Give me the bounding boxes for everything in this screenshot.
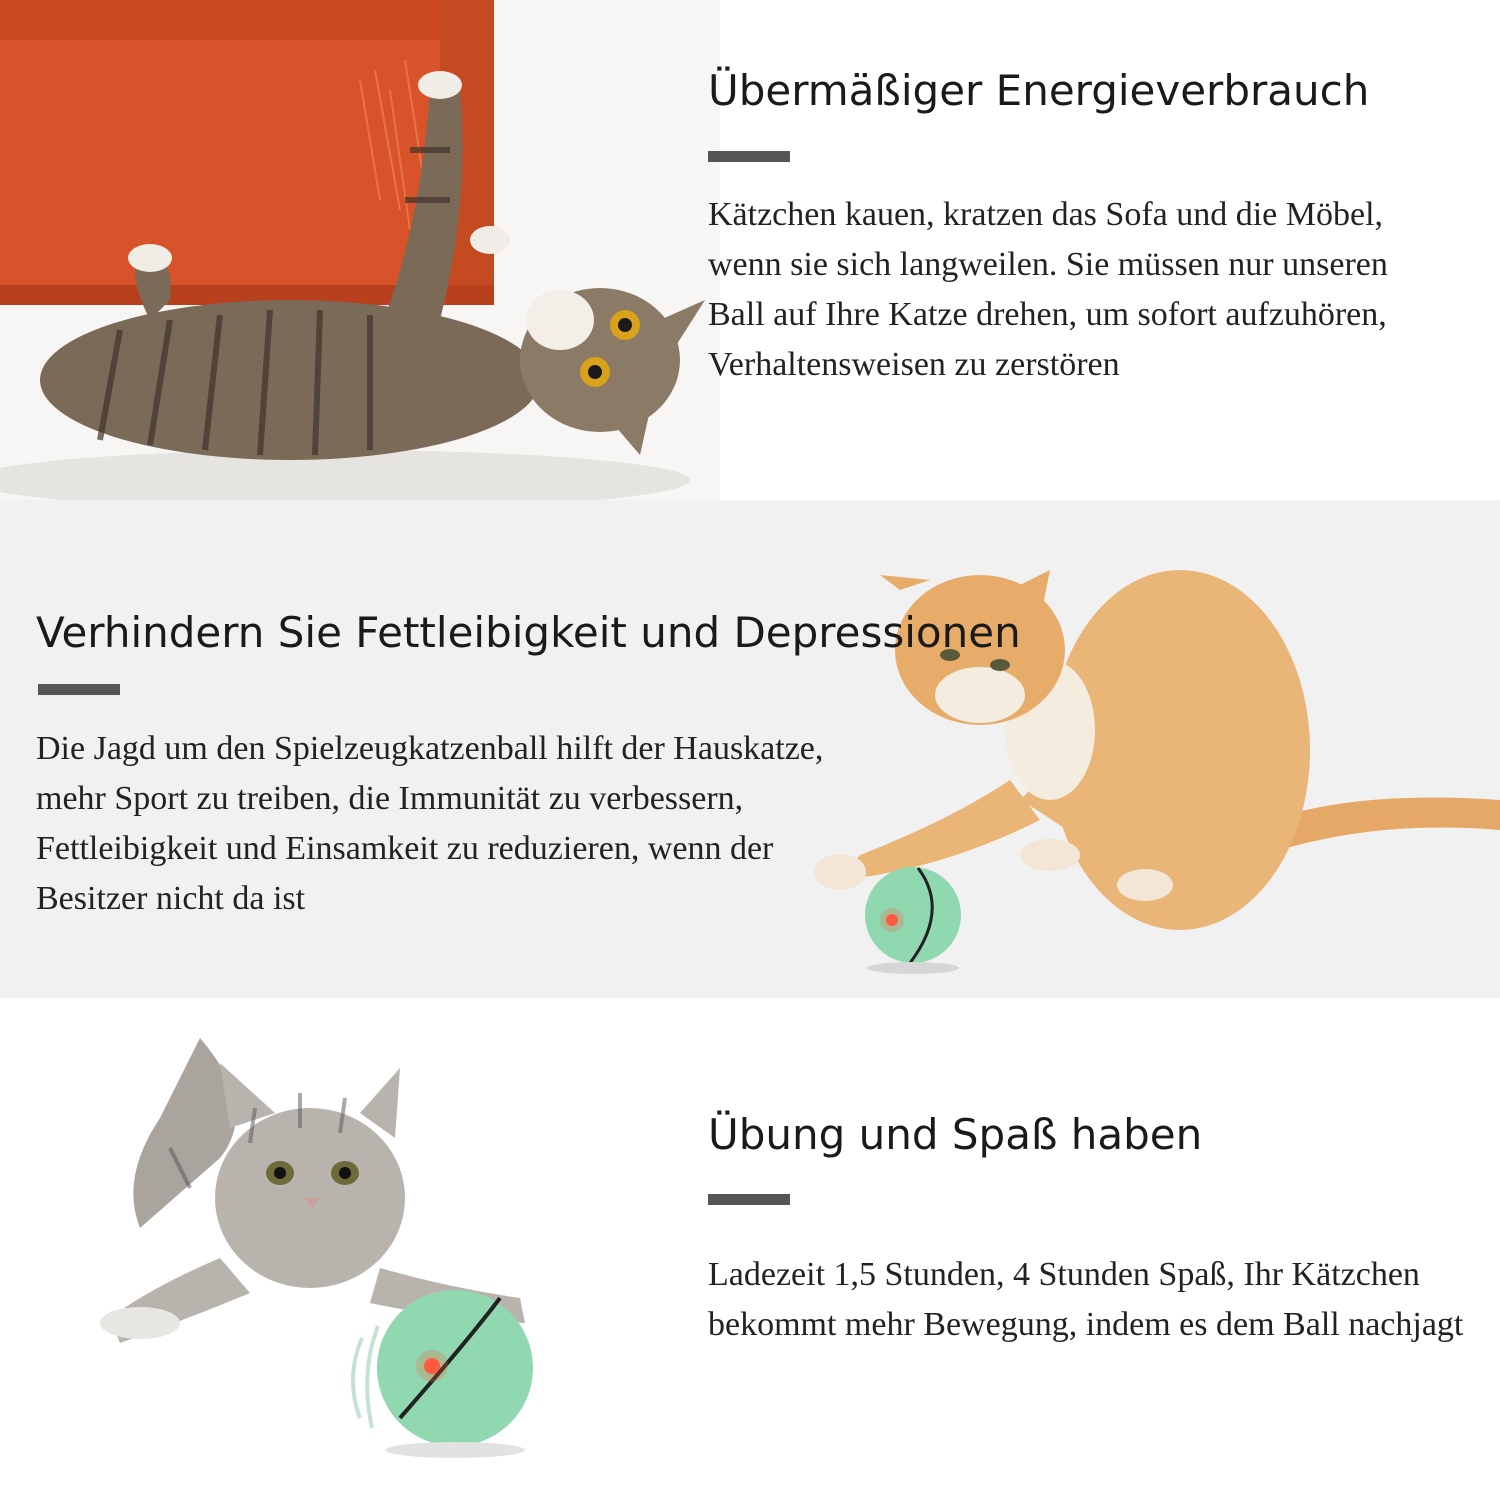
description-line: Fettleibigkeit und Einsamkeit zu reduzieren, wenn der: [36, 830, 774, 867]
section-fun: [0, 998, 1500, 1500]
section-description: [708, 1250, 1498, 1350]
kitten-ball-photo: [0, 998, 620, 1500]
section-description: [708, 190, 1498, 390]
section-obesity: [0, 500, 1500, 998]
heading-underline: [708, 1194, 790, 1205]
description-line: Besitzer nicht da ist: [36, 880, 306, 917]
description-line: wenn sie sich langweilen. Sie müssen nur unseren: [708, 246, 1388, 283]
description-line: Ladezeit 1,5 Stunden, 4 Stunden Spaß, Ihr Kätzchen: [708, 1256, 1420, 1293]
heading-underline: [38, 684, 120, 695]
orange-cat-ball-photo: [800, 500, 1500, 998]
section-heading: Übermäßiger Energieverbrauch: [708, 66, 1370, 115]
heading-underline: [708, 151, 790, 162]
tabby-cat-sofa-photo: [0, 0, 720, 500]
section-heading: Übung und Spaß haben: [708, 1110, 1203, 1159]
description-line: Verhaltensweisen zu zerstören: [708, 346, 1120, 383]
description-line: Ball auf Ihre Katze drehen, um sofort aufzuhören,: [708, 296, 1387, 333]
section-heading: Verhindern Sie Fettleibigkeit und Depressionen: [36, 608, 1021, 657]
description-line: Die Jagd um den Spielzeugkatzenball hilft der Hauskatze,: [36, 730, 824, 767]
description-line: Kätzchen kauen, kratzen das Sofa und die Möbel,: [708, 196, 1384, 233]
description-line: mehr Sport zu treiben, die Immunität zu verbessern,: [36, 780, 744, 817]
description-line: bekommt mehr Bewegung, indem es dem Ball nachjagt: [708, 1306, 1464, 1343]
section-energy: [0, 0, 1500, 500]
section-description: [36, 724, 896, 924]
